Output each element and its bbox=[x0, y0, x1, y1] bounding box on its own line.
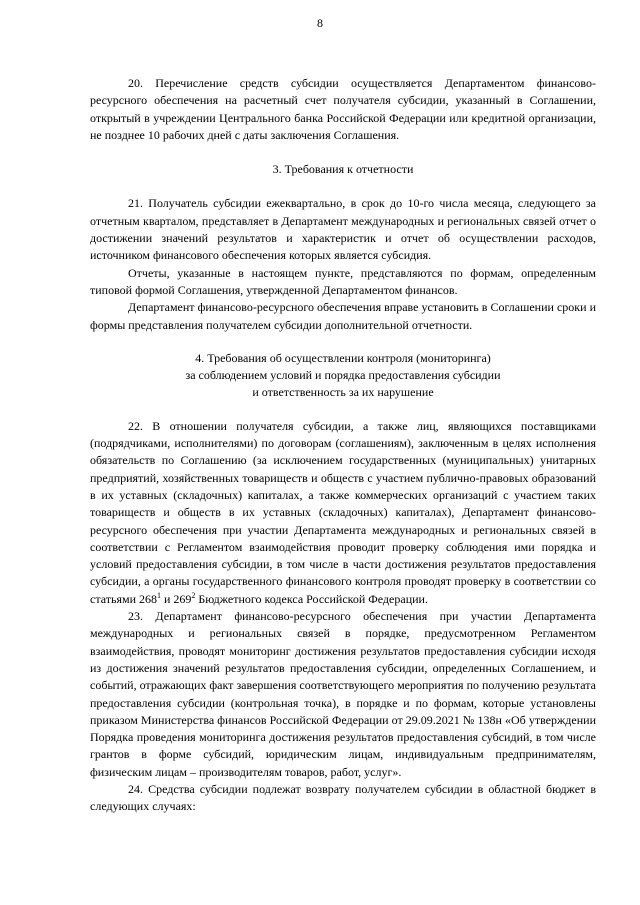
section-heading-3: 3. Требования к отчетности bbox=[272, 162, 414, 177]
document-body bbox=[90, 75, 596, 816]
section-heading-4 bbox=[90, 350, 596, 402]
paragraph-21: 21. Получатель субсидии ежеквартально, в срок до 10-го числа месяца, следующего за отчетным кварталом, представляет в Департамент международных и региональных связей отчет о достижении значений результатов и характеристик и отчет об осуществлении расходов, источником финансового обеспечения которых является субсидия. bbox=[90, 196, 596, 263]
paragraph-22-mid: и 269 bbox=[160, 591, 192, 606]
paragraph-23: 23. Департамент финансово-ресурсного обеспечения при участии Департамента международных и региональных связей в порядке, предусмотренном Регламентом взаимодействия, проводят мониторинг достижения результатов предоставления субсидии исходя из достижения значений результатов предоставления субсидии, определенных Соглашением, и событий, отражающих факт завершения соответствующего мероприятия по получению результата предоставления субсидии (контрольная точка), в порядке и по формам, которые установлены приказом Министерства финансов Российской Федерации от 29.09.2021 № 138н «Об утверждении Порядка проведения мониторинга достижения результатов предоставления субсидий, в том числе грантов в форме субсидий, юридическим лицам, индивидуальным предпринимателям, физическим лицам – производителям товаров, работ, услуг». bbox=[90, 609, 596, 779]
paragraph-22-end: Бюджетного кодекса Российской Федерации. bbox=[195, 591, 428, 606]
footnote-ref-1: 1 bbox=[156, 590, 161, 600]
paragraph-20: 20. Перечисление средств субсидии осуществляется Департаментом финансово-ресурсного обеспечения на расчетный счет получателя субсидии, указанный в Соглашении, открытый в учреждении Центрального банка Российской Федерации или кредитной организации, не позднее 10 рабочих дней с даты заключения Соглашения. bbox=[90, 76, 596, 142]
footnote-ref-2: 2 bbox=[191, 590, 196, 600]
paragraph-24: 24. Средства субсидии подлежат возврату получателем субсидии в областной бюджет в следующих случаях: bbox=[90, 781, 596, 814]
section-heading-4-line-1: 4. Требования об осуществлении контроля (мониторинга) bbox=[195, 350, 491, 365]
paragraph-22-text: 22. В отношении получателя субсидии, а также лиц, являющихся поставщиками (подрядчиками, исполнителями) по договорам (соглашениям), заключенным в целях исполнения обязательств по Соглашению (за исключением государственных (муниципальных) унитарных предприятий, хозяйственных товариществ и обществ с участием публично-правовых образований в их уставных (складочных) капиталах, а также коммерческих организаций с участием таких товариществ и обществ в их уставных (складочных) капиталах), Департамент финансово-ресурсного обеспечения при участии Департамента международных и региональных связей в соответствии с Регламентом взаимодействия проводит проверку соблюдения ими порядка и условий предоставления субсидии, в том числе в части достижения результатов предоставления субсидии, а органы государственного финансового контроля проводят проверку в соответствии со статьями 268 bbox=[90, 418, 596, 606]
section-heading-4-line-3: и ответственность за их нарушение bbox=[252, 385, 434, 400]
paragraph-22 bbox=[90, 418, 596, 608]
section-heading-4-line-2: за соблюдением условий и порядка предоставления субсидии bbox=[185, 368, 501, 383]
paragraph-21-reports: Отчеты, указанные в настоящем пункте, представляются по формам, определенным типовой формой Соглашения, утвержденной Департаментом финансов. bbox=[90, 265, 596, 297]
page-number: 8 bbox=[317, 16, 323, 30]
paragraph-21-additional: Департамент финансово-ресурсного обеспечения вправе установить в Соглашении сроки и формы представления получателем субсидии дополнительной отчетности. bbox=[90, 300, 596, 332]
